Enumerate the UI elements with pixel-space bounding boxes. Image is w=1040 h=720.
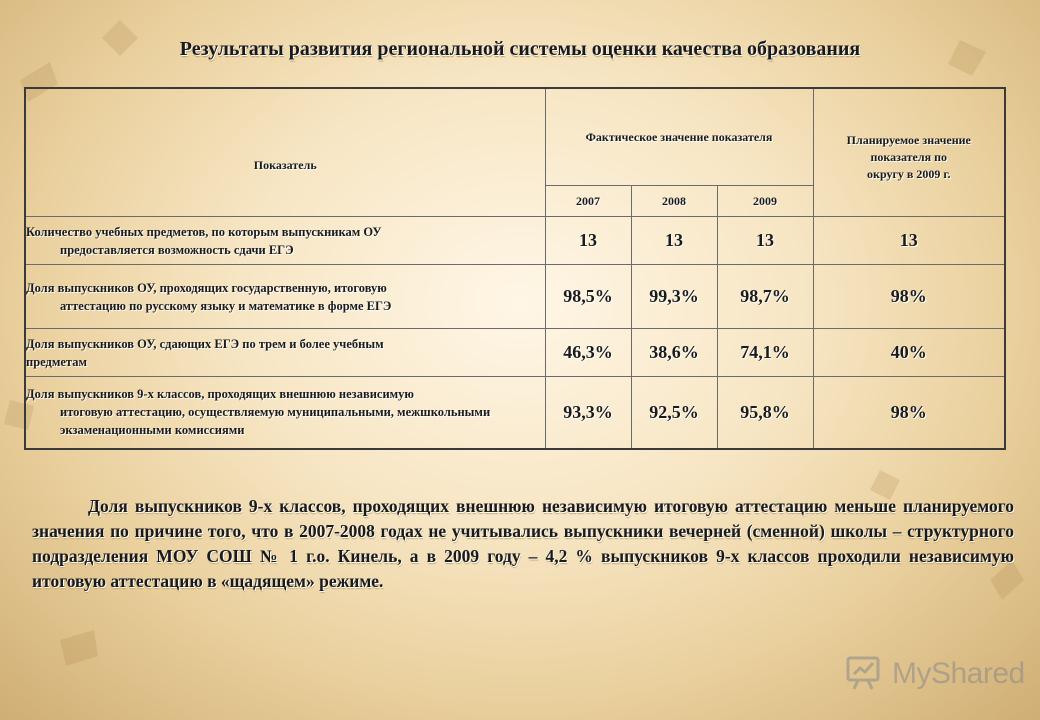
- value-plan: 98%: [813, 377, 1005, 449]
- row-label-line1: Доля выпускников ОУ, проходящих государственную, итоговую: [26, 280, 387, 295]
- table-row: [25, 377, 1005, 449]
- value-2008: 92,5%: [631, 377, 717, 449]
- row-label-line2: предоставляется возможность сдачи ЕГЭ: [60, 242, 294, 257]
- value-2009: 95,8%: [717, 377, 813, 449]
- value-2007: 46,3%: [545, 329, 631, 377]
- table-row: [25, 217, 1005, 265]
- page-title: Результаты развития региональной системы оценки качества образования: [179, 38, 861, 60]
- header-planned-line1: Планируемое значение: [846, 133, 971, 147]
- row-label: [25, 329, 545, 377]
- header-row: [25, 88, 1005, 186]
- row-label: [25, 377, 545, 449]
- row-label-line1: Количество учебных предметов, по которым выпускникам ОУ: [26, 224, 382, 239]
- row-label-line2: итоговую аттестацию, осуществляемую муниципальными, межшкольными экзаменационными комиссиями: [60, 405, 491, 438]
- header-indicator: Показатель: [25, 88, 545, 217]
- value-2007: 93,3%: [545, 377, 631, 449]
- value-plan: 40%: [813, 329, 1005, 377]
- row-label-line1: Доля выпускников ОУ, сдающих ЕГЭ по трем и более учебным: [26, 336, 384, 351]
- value-2008: 13: [631, 217, 717, 265]
- value-2007: 13: [545, 217, 631, 265]
- row-label: [25, 217, 545, 265]
- watermark-logo[interactable]: [846, 654, 1025, 694]
- row-label: [25, 265, 545, 329]
- watermark-text: MyShared: [892, 657, 1025, 690]
- row-label-line1: Доля выпускников 9-х классов, проходящих внешнюю независимую: [26, 387, 414, 402]
- value-2009: 98,7%: [717, 265, 813, 329]
- header-planned-line3: округу в 2009 г.: [867, 167, 951, 181]
- header-planned-line2: показателя по: [870, 150, 948, 164]
- header-year-2008: 2008: [631, 186, 717, 217]
- value-2008: 99,3%: [631, 265, 717, 329]
- explanation-paragraph: Доля выпускников 9-х классов, проходящих внешнюю независимую итоговую аттестацию меньше планируемого значения по причине того, что в 2007-2008 годах не учитывались выпускники вечерней (сменной) школы – структурного подразделения МОУ СОШ № 1 г.о. Кинель, а в 2009 году – 4,2 % выпускников 9-х классов проходили независимую итоговую аттестацию в «щадящем» режиме.: [32, 496, 1014, 591]
- presentation-board-icon: [846, 654, 886, 695]
- row-label-line2: предметам: [26, 354, 87, 369]
- table-row: [25, 265, 1005, 329]
- header-year-2009: 2009: [717, 186, 813, 217]
- header-planned: [813, 88, 1005, 217]
- header-year-2007: 2007: [545, 186, 631, 217]
- results-table: [24, 87, 1006, 450]
- row-label-line2: аттестацию по русскому языку и математике в форме ЕГЭ: [60, 298, 392, 313]
- value-2009: 13: [717, 217, 813, 265]
- value-2007: 98,5%: [545, 265, 631, 329]
- value-2008: 38,6%: [631, 329, 717, 377]
- table-row: [25, 329, 1005, 377]
- value-plan: 98%: [813, 265, 1005, 329]
- value-2009: 74,1%: [717, 329, 813, 377]
- value-plan: 13: [813, 217, 1005, 265]
- header-actual: Фактическое значение показателя: [545, 88, 813, 186]
